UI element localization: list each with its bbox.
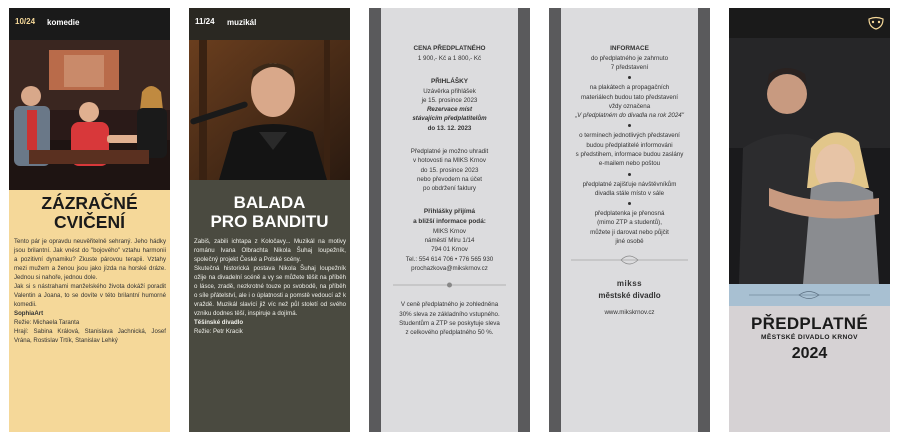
show-title: BALADA PRO BANDITU bbox=[210, 193, 329, 231]
musical-panel bbox=[189, 8, 350, 432]
comedy-panel bbox=[9, 8, 170, 432]
theatre-logo: městské divadlo bbox=[598, 290, 661, 300]
show-description: Zabiš, zabili ichtapa z Koločavy... Muzikál na motivy románu Ivana Olbrachta Nikola Šuhaj loupežník, společný projekt České a Polské scény. Skutečná historická postava Nikola Šuhaj loupežník ožije na divadelní scéně a vy se můžete těšit na příběh o lásce, zradě, nezkrotné touze po svobodě, na příběh o síle přátelství, ale i o úplatnosti a pomstě vedoucí až k vraždě. Muzikál slavící již víc než půl století od svého vzniku dodnes těší, inspiruje a dojímá. Těšínské divadlo Režie: Petr Kracik bbox=[194, 238, 346, 336]
theatre-mask-icon bbox=[867, 16, 885, 30]
right-side-bar bbox=[518, 8, 530, 432]
cover-photo bbox=[729, 38, 890, 284]
cover-year: 2024 bbox=[791, 345, 828, 362]
pricing-panel bbox=[369, 8, 530, 432]
left-side-bar bbox=[369, 8, 381, 432]
panel-header bbox=[9, 8, 170, 40]
director: Režie: Michaela Taranta bbox=[14, 319, 80, 327]
show-number: 10/24 bbox=[15, 17, 36, 26]
bullet-dot bbox=[628, 124, 631, 127]
musical-photo bbox=[189, 40, 350, 180]
bullet-dot bbox=[628, 173, 631, 176]
right-side-bar bbox=[698, 8, 710, 432]
information-content: INFORMACE do předplatného je zahrnuto 7 představení na plakátech a propagačních materiálech budou tato představení vždy označena „V předplatném do divadla na rok 2024" o termínech jednotlivých představení budou předplatitelé informováni s předstihem, informace budou zaslány e-mailem nebo poštou předplatné zajišťuje návštěvníkům divadla stále místo v sále předplatenka je přenosná (mimo ZTP a studentů), můžete ji darovat nebo půjčit jiné osobě mikss městské divadlo www.mikskrnov.cz bbox=[561, 8, 698, 432]
company-name: SophiaArt bbox=[14, 310, 44, 318]
website-link[interactable]: www.mikskrnov.cz bbox=[604, 308, 655, 316]
panel-header bbox=[189, 8, 350, 40]
cover-header bbox=[729, 8, 890, 38]
contact-phone: Tel.: 554 614 706 • 776 565 930 bbox=[405, 255, 494, 263]
show-number: 11/24 bbox=[195, 17, 215, 26]
director: Režie: Petr Kracik bbox=[194, 328, 243, 336]
miks-logo: mikss bbox=[616, 278, 643, 288]
price-value: 1 900,- Kč a 1 800,- Kč bbox=[417, 54, 482, 62]
comedy-photo bbox=[9, 40, 170, 190]
cast: Hrají: Sabina Králová, Stanislava Jachnická, Josef Vrána, Rostislav Trtík, Stanislav Lehký bbox=[14, 328, 166, 345]
contact-email: prochazkova@mikskrnov.cz bbox=[411, 264, 488, 272]
information-panel bbox=[549, 8, 710, 432]
show-category: komedie bbox=[47, 18, 80, 27]
ornament-divider bbox=[561, 246, 698, 274]
ornament-divider bbox=[381, 273, 518, 297]
bullet-dot bbox=[628, 76, 631, 79]
left-side-bar bbox=[549, 8, 561, 432]
cover-subtitle: MĚSTSKÉ DIVADLO KRNOV bbox=[761, 334, 858, 341]
company-name: Těšínské divadlo bbox=[194, 319, 244, 327]
ornament-divider bbox=[729, 284, 890, 306]
show-description: Tento pár je opravdu neuvěřitelně sehraný. Jeho hádky jsou brilantní. Jak vnést do "bojového" vztahu harmonii a pozitivní dynamiku? Zkuste párovou terapii. Vztahy mezi mužem a ženou jsou jako jízda na horské dráze. Jednou si nahoře, jednou dole. Jak si s nástrahami manželského života dokáží poradit Valentin a Joana, to se dovíte v této brilantní humorné komedii. SophiaArt Režie: Michaela Taranta Hrají: Sabina Králová, Stanislava Jachnická, Josef Vrána, Rostislav Trtík, Stanislav Lehký bbox=[14, 238, 166, 345]
price-heading: CENA PŘEDPLATNÉHO bbox=[413, 45, 486, 52]
cover-title: PŘEDPLATNÉ bbox=[751, 314, 868, 333]
registration-heading: PŘIHLÁŠKY bbox=[431, 77, 468, 85]
contact-heading: Přihlášky přijímá bbox=[423, 208, 476, 216]
information-heading: INFORMACE bbox=[610, 45, 649, 52]
cover-panel bbox=[729, 8, 890, 432]
show-category: muzikál bbox=[227, 18, 257, 27]
bullet-dot bbox=[628, 202, 631, 205]
pricing-content: CENA PŘEDPLATNÉHO 1 900,- Kč a 1 800,- Kč PŘIHLÁŠKY Uzávěrka přihlášek je 15. prosince 2023 Rezervace míst stávajícím předplatitelům do 13. 12. 2023 Předplatné je možno uhradit v hotovosti na MIKS Krnov do 15. prosince 2023 nebo převodem na účet po obdržení faktury Přihlášky přijímá a bližší informace podá: MIKS Krnov náměstí Míru 1/14 794 01 Krnov Tel.: 554 614 706 • 776 565 930 prochazkova@mikskrnov.cz V ceně předplatného je zohledněna 30% sleva ze základního vstupného. Studentům a ZTP se poskytuje sleva z celkového předplatného 50 %. bbox=[381, 8, 518, 432]
show-title: ZÁZRAČNÉ CVIČENÍ bbox=[41, 193, 138, 233]
cover-text bbox=[729, 314, 890, 363]
ticket-band bbox=[729, 284, 890, 306]
